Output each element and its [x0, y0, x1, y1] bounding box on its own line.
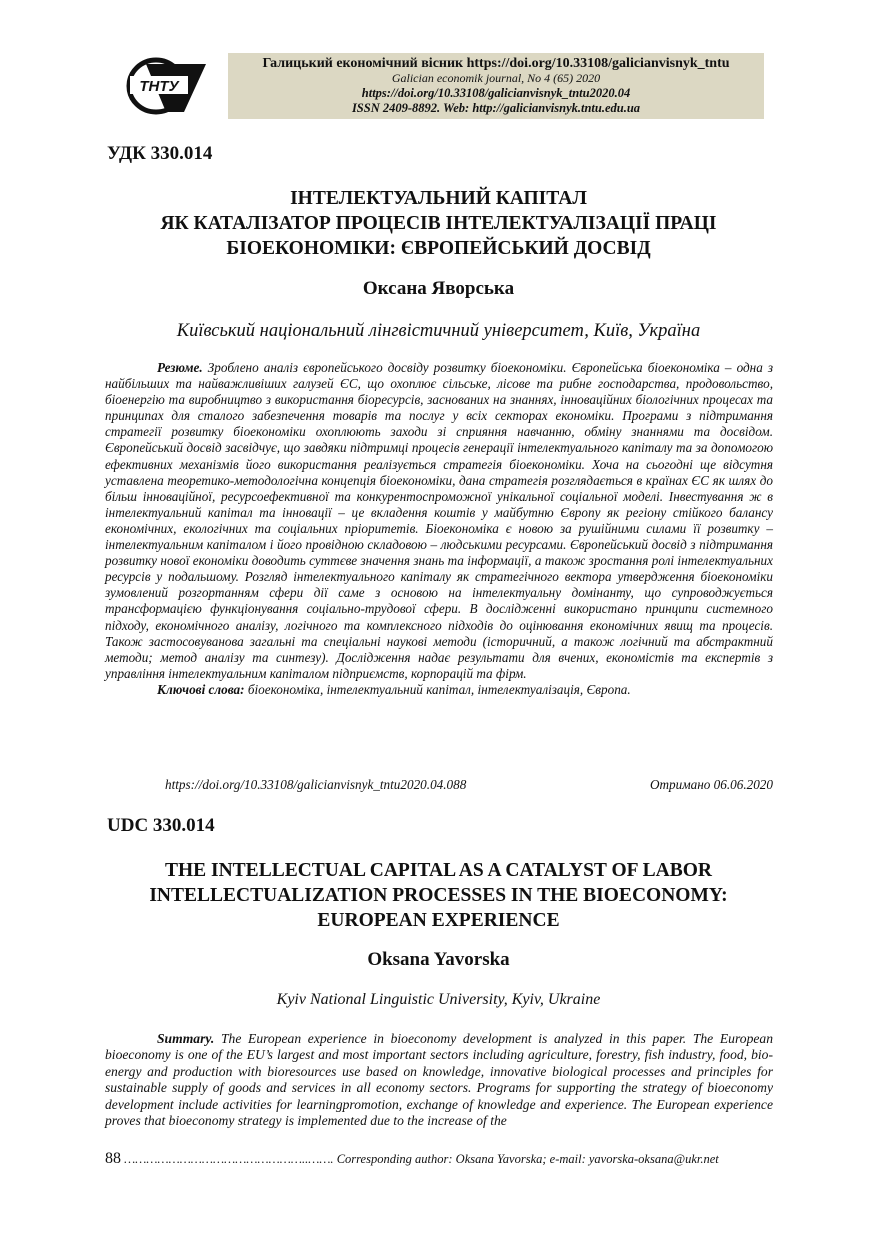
abstract-uk	[105, 360, 773, 698]
abstract-text: Зроблено аналіз європейського досвіду розвитку біоекономіки. Європейська біоекономіка – одна з найбільших та найважливіших галузей ЄС, що охоплює сільське, лісове та рибне господарства, продовольство, біоенергію та виробництво з використання біоресурсів, заснованих на знаннях, інноваційних біологічних процесах та принципах для сталого забезпечення товарів та послуг у всіх секторах економіки. Програми з підтримання стратегії розвитку біоекономіки охоплюють заходи зі сприяння навчанню, обміну знаннями та досвідом. Європейський досвід засвідчує, що завдяки підтримці процесів генерації інтелектуального капіталу та за допомогою ефективних механізмів його використання реалізується стратегія біоекономіки. Хоча на сьогодні ще відсутня уставлена теоретико-методологічна концепція біоекономіки, дана стратегія розглядається в країнах ЄС як шлях до більш інноваційної, ресурсоефективної та конкурентоспроможної унікальної соціальної моделі. Інвестування ж в інтелектуальний капітал та інновації – це вкладення коштів у майбутню Європу як регіону стійкого балансу економічних, екологічних та соціальних пріоритетів. Біоекономіка є новою за рушійними силами її розвитку – інтелектуальним капіталом і його провідною складовою – людськими ресурсами. Європейський досвід з підтримання розвитку нової економіки доводить суттєве значення знань та інформації, а також зростання ролі інтелектуальних ресурсів у подальшому. Розгляд інтелектуального капіталу як стратегічного вектора утвердження біоекономіки зумовлений розгортанням сфери дії саме з основою на інтелектуальну домінанту, що супроводжується трансформацією функціонування соціально-трудової сфери. В дослідженні використано принципи системного підходу, економічного аналізу, логічного та комплексного підходів до оцінювання економічних явищ та процесів. Також застосовуванова загальні та спеціальні наукові методи (історичний, а також логічний та абстрактний методи; метод аналізу та синтезу). Дослідження надає результати для вчених, економістів та експертів з управління інтелектуальним капіталом підприємств, корпорацій та фірм.	[105, 360, 773, 681]
corresponding-author: Corresponding author: Oksana Yavorska; e-mail: yavorska-oksana@ukr.net	[336, 1152, 719, 1166]
keywords-text: біоекономіка, інтелектуальний капітал, інтелектуалізація, Європа.	[247, 681, 631, 697]
title-en	[90, 858, 787, 933]
keywords-label: Ключові слова:	[157, 681, 245, 697]
journal-doi: https://doi.org/10.33108/galicianvisnyk_tntu2020.04	[361, 86, 631, 100]
page-footer	[105, 1150, 719, 1168]
author-uk: Оксана Яворська	[362, 278, 515, 299]
summary-text: The European experience in bioeconomy development is analyzed in this paper. The European bioeconomy is one of the EU’s largest and most important sectors including agriculture, forestry, fish industry, food, bio-energy and production with bioresources use based on knowledge, innovative biological processes and principles for sustainable supply of goods and services in all economy sectors. Programs for supporting the strategy of bioeconomy development include activities for learningpromotion, exchange of knowledge and experience. The European experience proves that bioeconomy strategy is implemented due to the increase of the	[105, 1031, 773, 1129]
journal-issn-web: ISSN 2409-8892. Web: http://galicianvisnyk.tntu.edu.ua	[351, 101, 641, 115]
title-en-line: THE INTELLECTUAL CAPITAL AS A CATALYST OF LABOR	[164, 860, 713, 881]
summary-en	[105, 1031, 773, 1129]
title-uk-line: ІНТЕЛЕКТУАЛЬНИЙ КАПІТАЛ	[290, 188, 587, 209]
article-meta	[105, 777, 773, 793]
affiliation-uk: Київський національний лінгвістичний університет, Київ, Україна	[176, 321, 701, 341]
title-en-line: INTELLECTUALIZATION PROCESSES IN THE BIOECONOMY:	[149, 885, 728, 906]
title-uk	[90, 186, 787, 261]
logo-text: ТНТУ	[139, 78, 179, 95]
author-en: Oksana Yavorska	[367, 949, 510, 970]
affiliation-en: Kyiv National Linguistic University, Kyiv, Ukraine	[276, 991, 601, 1008]
footer-dots: …………………………………………..…….	[124, 1152, 334, 1166]
journal-title-en: Galician economik journal, No 4 (65) 2020	[391, 71, 601, 85]
article-doi-link[interactable]: https://doi.org/10.33108/galicianvisnyk_tntu2020.04.088	[165, 777, 467, 792]
udc-uk: УДК 330.014	[107, 143, 213, 164]
journal-logo	[126, 52, 208, 118]
title-uk-line: ЯК КАТАЛІЗАТОР ПРОЦЕСІВ ІНТЕЛЕКТУАЛІЗАЦІЇ ПРАЦІ	[160, 213, 717, 234]
journal-header	[228, 53, 764, 119]
received-date: Отримано 06.06.2020	[649, 777, 773, 792]
title-uk-line: БІОЕКОНОМІКИ: ЄВРОПЕЙСЬКИЙ ДОСВІД	[226, 238, 651, 259]
abstract-label: Резюме.	[157, 360, 203, 375]
title-en-line: EUROPEAN EXPERIENCE	[317, 910, 560, 931]
summary-label: Summary.	[157, 1031, 215, 1046]
page-number: 88	[105, 1150, 121, 1167]
udc-en: UDC 330.014	[107, 815, 215, 836]
journal-title-uk: Галицький економічний вісник https://doi.org/10.33108/galicianvisnyk_tntu	[262, 56, 730, 71]
